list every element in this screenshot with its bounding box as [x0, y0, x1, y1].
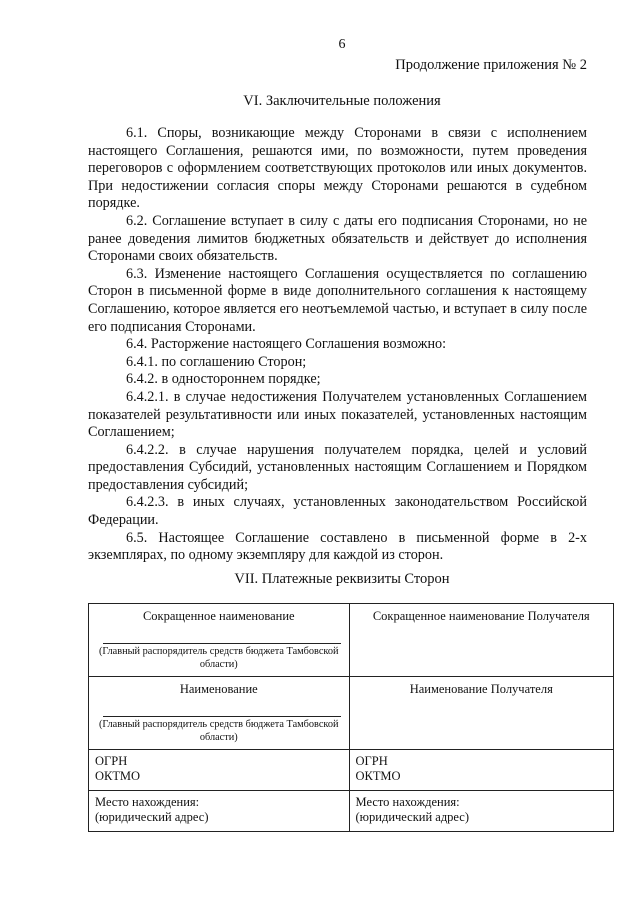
right-legal-address-label: (юридический адрес) — [355, 810, 470, 824]
section-6-title: VI. Заключительные положения — [243, 93, 441, 109]
paragraph-6-4-2-1: 6.4.2.1. в случае недостижения Получателем установленных Соглашением показателей результативности или иных показателей, установленных настоящим Соглашением; — [88, 388, 587, 441]
right-short-name-cell — [349, 604, 613, 677]
paragraph-6-4: 6.4. Расторжение настоящего Соглашения возможно: — [126, 336, 447, 353]
left-address-cell — [89, 791, 350, 832]
right-codes-cell — [349, 750, 613, 791]
section-7-title: VII. Платежные реквизиты Сторон — [234, 571, 450, 587]
left-name-label: Наименование — [179, 682, 258, 696]
table-row — [89, 750, 614, 791]
paragraph-6-4-2-2: 6.4.2.2. в случае нарушения получателем порядка, целей и условий предоставления Субсидий, установленных настоящим Соглашением и Порядком предоставления субсидий; — [88, 441, 587, 493]
right-location-label: Место нахождения: — [355, 795, 460, 809]
appendix-note: Продолжение приложения № 2 — [395, 57, 587, 73]
right-ogrn-label: ОГРН — [355, 754, 388, 768]
left-name-caption: (Главный распорядитель средств бюджета Тамбовской области) — [98, 719, 339, 743]
right-address-cell — [349, 791, 613, 832]
paragraph-6-1: 6.1. Споры, возникающие между Сторонами в связи с исполнением настоящего Соглашения, решаются ими, по возможности, путем проведения переговоров с оформлением соответствующих протоколов или иных документов. При недостижении согласия споры между Сторонами решаются в судебном порядке. — [88, 125, 587, 212]
paragraph-6-4-2-3: 6.4.2.3. в иных случаях, установленных законодательством Российской Федерации. — [88, 494, 587, 529]
table-row — [89, 604, 614, 677]
left-short-name-label: Сокращенное наименование — [142, 609, 295, 623]
page-number: 6 — [338, 37, 346, 52]
left-ogrn-label: ОГРН — [95, 754, 128, 768]
paragraph-6-4-1: 6.4.1. по соглашению Сторон; — [126, 353, 307, 370]
section-6-body — [88, 125, 587, 565]
table-row — [89, 677, 614, 750]
left-oktmo-label: ОКТМО — [95, 769, 140, 783]
paragraph-6-5: 6.5. Настоящее Соглашение составлено в письменной форме в 2-х экземплярах, по одному экземпляру для каждой из сторон. — [88, 529, 587, 564]
left-legal-address-label: (юридический адрес) — [95, 810, 209, 824]
left-codes-cell — [89, 750, 350, 791]
left-short-name-caption: (Главный распорядитель средств бюджета Тамбовской области) — [98, 646, 339, 670]
paragraph-6-3: 6.3. Изменение настоящего Соглашения осуществляется по соглашению Сторон в письменной форме в виде дополнительного соглашения к настоящему Соглашению, которое является его неотъемлемой частью, и вступает в силу после его подписания Сторонами. — [88, 265, 587, 335]
right-name-cell — [349, 677, 613, 750]
right-name-label: Наименование Получателя — [409, 682, 553, 696]
payment-details-table — [88, 603, 614, 832]
left-location-label: Место нахождения: — [95, 795, 200, 809]
table-row — [89, 791, 614, 832]
paragraph-6-4-2: 6.4.2. в одностороннем порядке; — [126, 371, 321, 388]
left-name-cell — [89, 677, 350, 750]
right-oktmo-label: ОКТМО — [355, 769, 401, 783]
left-short-name-cell — [89, 604, 350, 677]
right-short-name-label: Сокращенное наименование Получателя — [372, 609, 590, 623]
paragraph-6-2: 6.2. Соглашение вступает в силу с даты его подписания Сторонами, но не ранее доведения лимитов бюджетных обязательств и действует до исполнения Сторонами своих обязательств. — [88, 212, 587, 265]
